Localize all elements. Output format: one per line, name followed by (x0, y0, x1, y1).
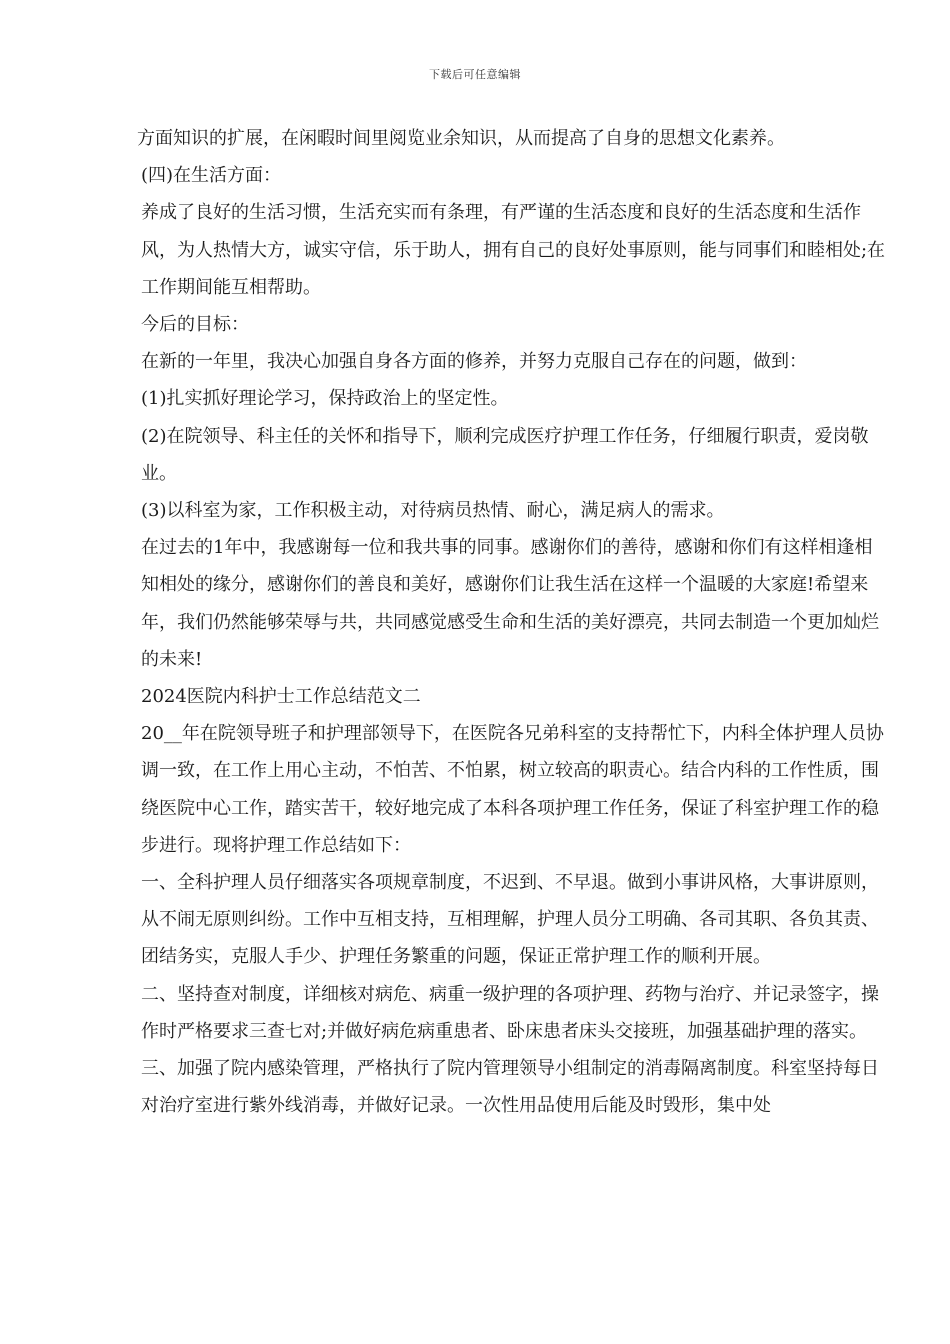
paragraph: 20__年在院领导班子和护理部领导下，在医院各兄弟科室的支持帮忙下，内科全体护理人员协调一致，在工作上用心主动，不怕苦、不怕累，树立较高的职责心。结合内科的工作性质，围绕医院中心工作，踏实苦干，较好地完成了本科各项护理工作任务，保证了科室护理工作的稳步进行。现将护理工作总结如下： (141, 723, 884, 856)
paragraph: 二、坚持查对制度，详细核对病危、病重一级护理的各项护理、药物与治疗、并记录签字，操作时严格要求三查七对;并做好病危病重患者、卧床患者床头交接班，加强基础护理的落实。 (141, 983, 879, 1042)
paragraph: 养成了良好的生活习惯，生活充实而有条理，有严谨的生活态度和良好的生活态度和生活作风，为人热情大方，诚实守信，乐于助人，拥有自己的良好处事原则，能与同事们和睦相处;在工作期间能互相帮助。 (141, 202, 886, 298)
paragraph: 三、加强了院内感染管理，严格执行了院内管理领导小组制定的消毒隔离制度。科室坚持每日对治疗室进行紫外线消毒，并做好记录。一次性用品使用后能及时毁形，集中处 (141, 1058, 879, 1117)
paragraph: 在过去的1年中，我感谢每一位和我共事的同事。感谢你们的善待，感谢和你们有这样相逢相知相处的缘分，感谢你们的善良和美好，感谢你们让我生活在这样一个温暖的大家庭!希望来年，我们仍然能够荣辱与共，共同感觉感受生命和生活的美好漂亮，共同去制造一个更加灿烂的未来! (141, 537, 879, 670)
section-heading-goals: 今后的目标： (141, 314, 249, 336)
list-item: (2)在院领导、科主任的关怀和指导下，顺利完成医疗护理工作任务，仔细履行职责，爱岗敬业。 (141, 425, 869, 484)
document-title-2: 2024医院内科护士工作总结范文二 (141, 686, 421, 708)
paragraph: 方面知识的扩展，在闲暇时间里阅览业余知识，从而提高了自身的思想文化素养。 (137, 128, 785, 149)
list-item: (1)扎实抓好理论学习，保持政治上的坚定性。 (141, 388, 509, 410)
header-note: 下载后可任意编辑 (429, 68, 521, 81)
section-heading-life: (四)在生活方面： (141, 165, 282, 187)
document-body (137, 120, 887, 1124)
paragraph: 在新的一年里，我决心加强自身各方面的修养，并努力克服自己存在的问题，做到： (141, 351, 807, 373)
paragraph: 一、全科护理人员仔细落实各项规章制度，不迟到、不早退。做到小事讲风格，大事讲原则，从不闹无原则纠纷。工作中互相支持，互相理解，护理人员分工明确、各司其职、各负其责、团结务实，克服人手少、护理任务繁重的问题，保证正常护理工作的顺利开展。 (141, 872, 879, 968)
list-item: (3)以科室为家，工作积极主动，对待病员热情、耐心，满足病人的需求。 (141, 500, 725, 522)
